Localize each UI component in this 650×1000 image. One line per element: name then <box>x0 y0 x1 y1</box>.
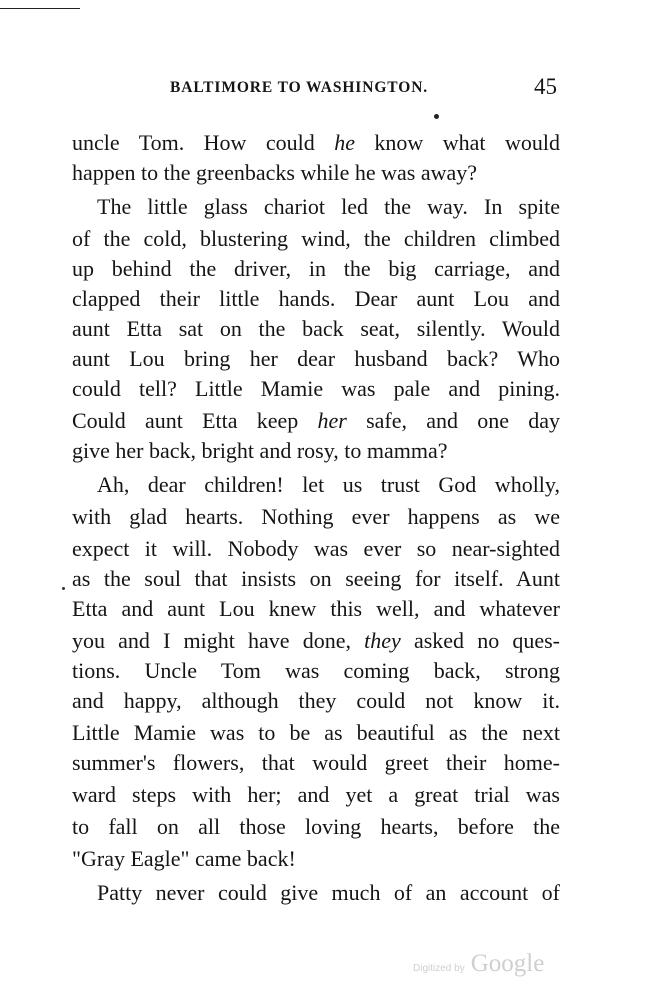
text-line: as the soul that insists on seeing for itself. Aunt <box>72 566 560 591</box>
text-line: aunt Lou bring her dear husband back? Who <box>72 346 560 371</box>
text-line: "Gray Eagle" came back! <box>72 846 296 871</box>
text-line: uncle Tom. How could he know what would <box>72 130 560 155</box>
digitized-by-google-watermark <box>413 950 544 978</box>
top-edge-rule <box>0 8 80 9</box>
google-logo: Google <box>470 950 545 977</box>
text-line: aunt Etta sat on the back seat, silently. Would <box>72 316 560 341</box>
text-line: give her back, bright and rosy, to mamma? <box>72 438 448 463</box>
running-head: BALTIMORE TO WASHINGTON. <box>170 79 429 96</box>
text-line: expect it will. Nobody was ever so near-sighted <box>72 536 560 561</box>
watermark-prefix: Digitized by <box>413 963 465 974</box>
text-line: up behind the driver, in the big carriage, and <box>72 256 560 281</box>
text-line: to fall on all those loving hearts, before the <box>72 814 560 839</box>
text-line: with glad hearts. Nothing ever happens as we <box>72 504 560 529</box>
text-line: Could aunt Etta keep her safe, and one day <box>72 408 560 433</box>
text-line: summer's flowers, that would greet their home- <box>72 750 560 775</box>
text-line: Patty never could give much of an account of <box>97 880 560 905</box>
text-line: Etta and aunt Lou knew this well, and whatever <box>72 596 560 621</box>
text-line: and happy, although they could not know it. <box>72 688 560 713</box>
text-line: The little glass chariot led the way. In spite <box>97 194 560 219</box>
margin-ink-mark <box>62 587 65 590</box>
text-line: you and I might have done, they asked no ques- <box>72 628 560 653</box>
text-line: tions. Uncle Tom was coming back, strong <box>72 658 560 683</box>
text-line: could tell? Little Mamie was pale and pining. <box>72 376 560 401</box>
text-line: ward steps with her; and yet a great trial was <box>72 782 560 807</box>
text-line: Ah, dear children! let us trust God wholly, <box>97 472 560 497</box>
text-line: clapped their little hands. Dear aunt Lou and <box>72 286 560 311</box>
text-line: happen to the greenbacks while he was away? <box>72 160 478 185</box>
page-number: 45 <box>534 74 557 99</box>
ink-dot-mark <box>434 114 439 119</box>
text-line: Little Mamie was to be as beautiful as the next <box>72 720 560 745</box>
text-line: of the cold, blustering wind, the children climbed <box>72 226 560 251</box>
